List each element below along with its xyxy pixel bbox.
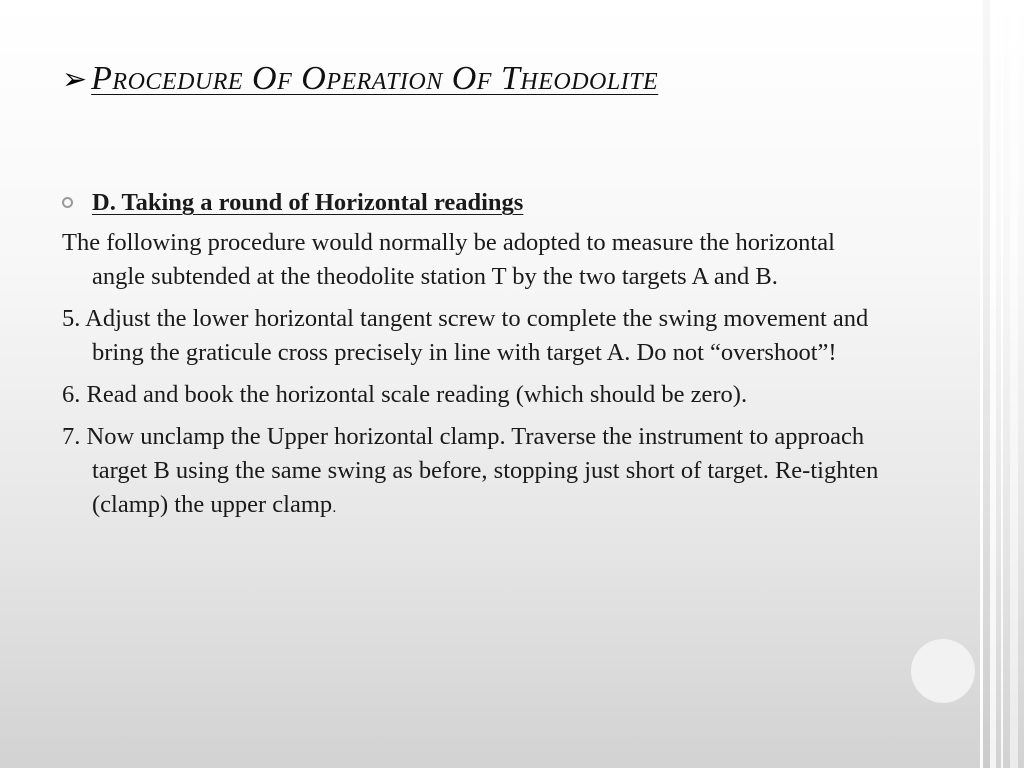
step-5-paragraph: 5. Adjust the lower horizontal tangent screw to complete the swing movement and bring the graticule cross precisely in line with target A. Do not “overshoot”!	[62, 305, 869, 366]
decorative-stripe	[1010, 0, 1018, 768]
step-7-paragraph	[62, 420, 882, 525]
ring-bullet-icon	[62, 197, 73, 208]
step-7-text: 7. Now unclamp the Upper horizontal clamp. Traverse the instrument to approach target B using the same swing as before, stopping just short of target. Re-tighten (clamp) the upper clamp	[62, 423, 879, 518]
bullet-item	[62, 186, 882, 220]
step-7-period: .	[332, 499, 337, 516]
decorative-stripe	[1001, 0, 1003, 768]
decorative-stripe	[983, 0, 990, 768]
title-text: Procedure Of Operation Of Theodolite	[91, 60, 659, 97]
decorative-stripe	[980, 0, 983, 768]
intro-paragraph: The following procedure would normally be adopted to measure the horizontal angle subtended at the theodolite station T by the two targets A and B.	[62, 229, 835, 290]
section-subheading: D. Taking a round of Horizontal readings	[92, 189, 524, 216]
arrowhead-bullet-icon: ➢	[62, 62, 88, 97]
step-6-paragraph: 6. Read and book the horizontal scale reading (which should be zero).	[62, 381, 748, 408]
slide-title	[62, 60, 658, 98]
decorative-circle	[912, 640, 974, 702]
decorative-stripe	[990, 0, 996, 768]
slide-body	[62, 186, 882, 533]
